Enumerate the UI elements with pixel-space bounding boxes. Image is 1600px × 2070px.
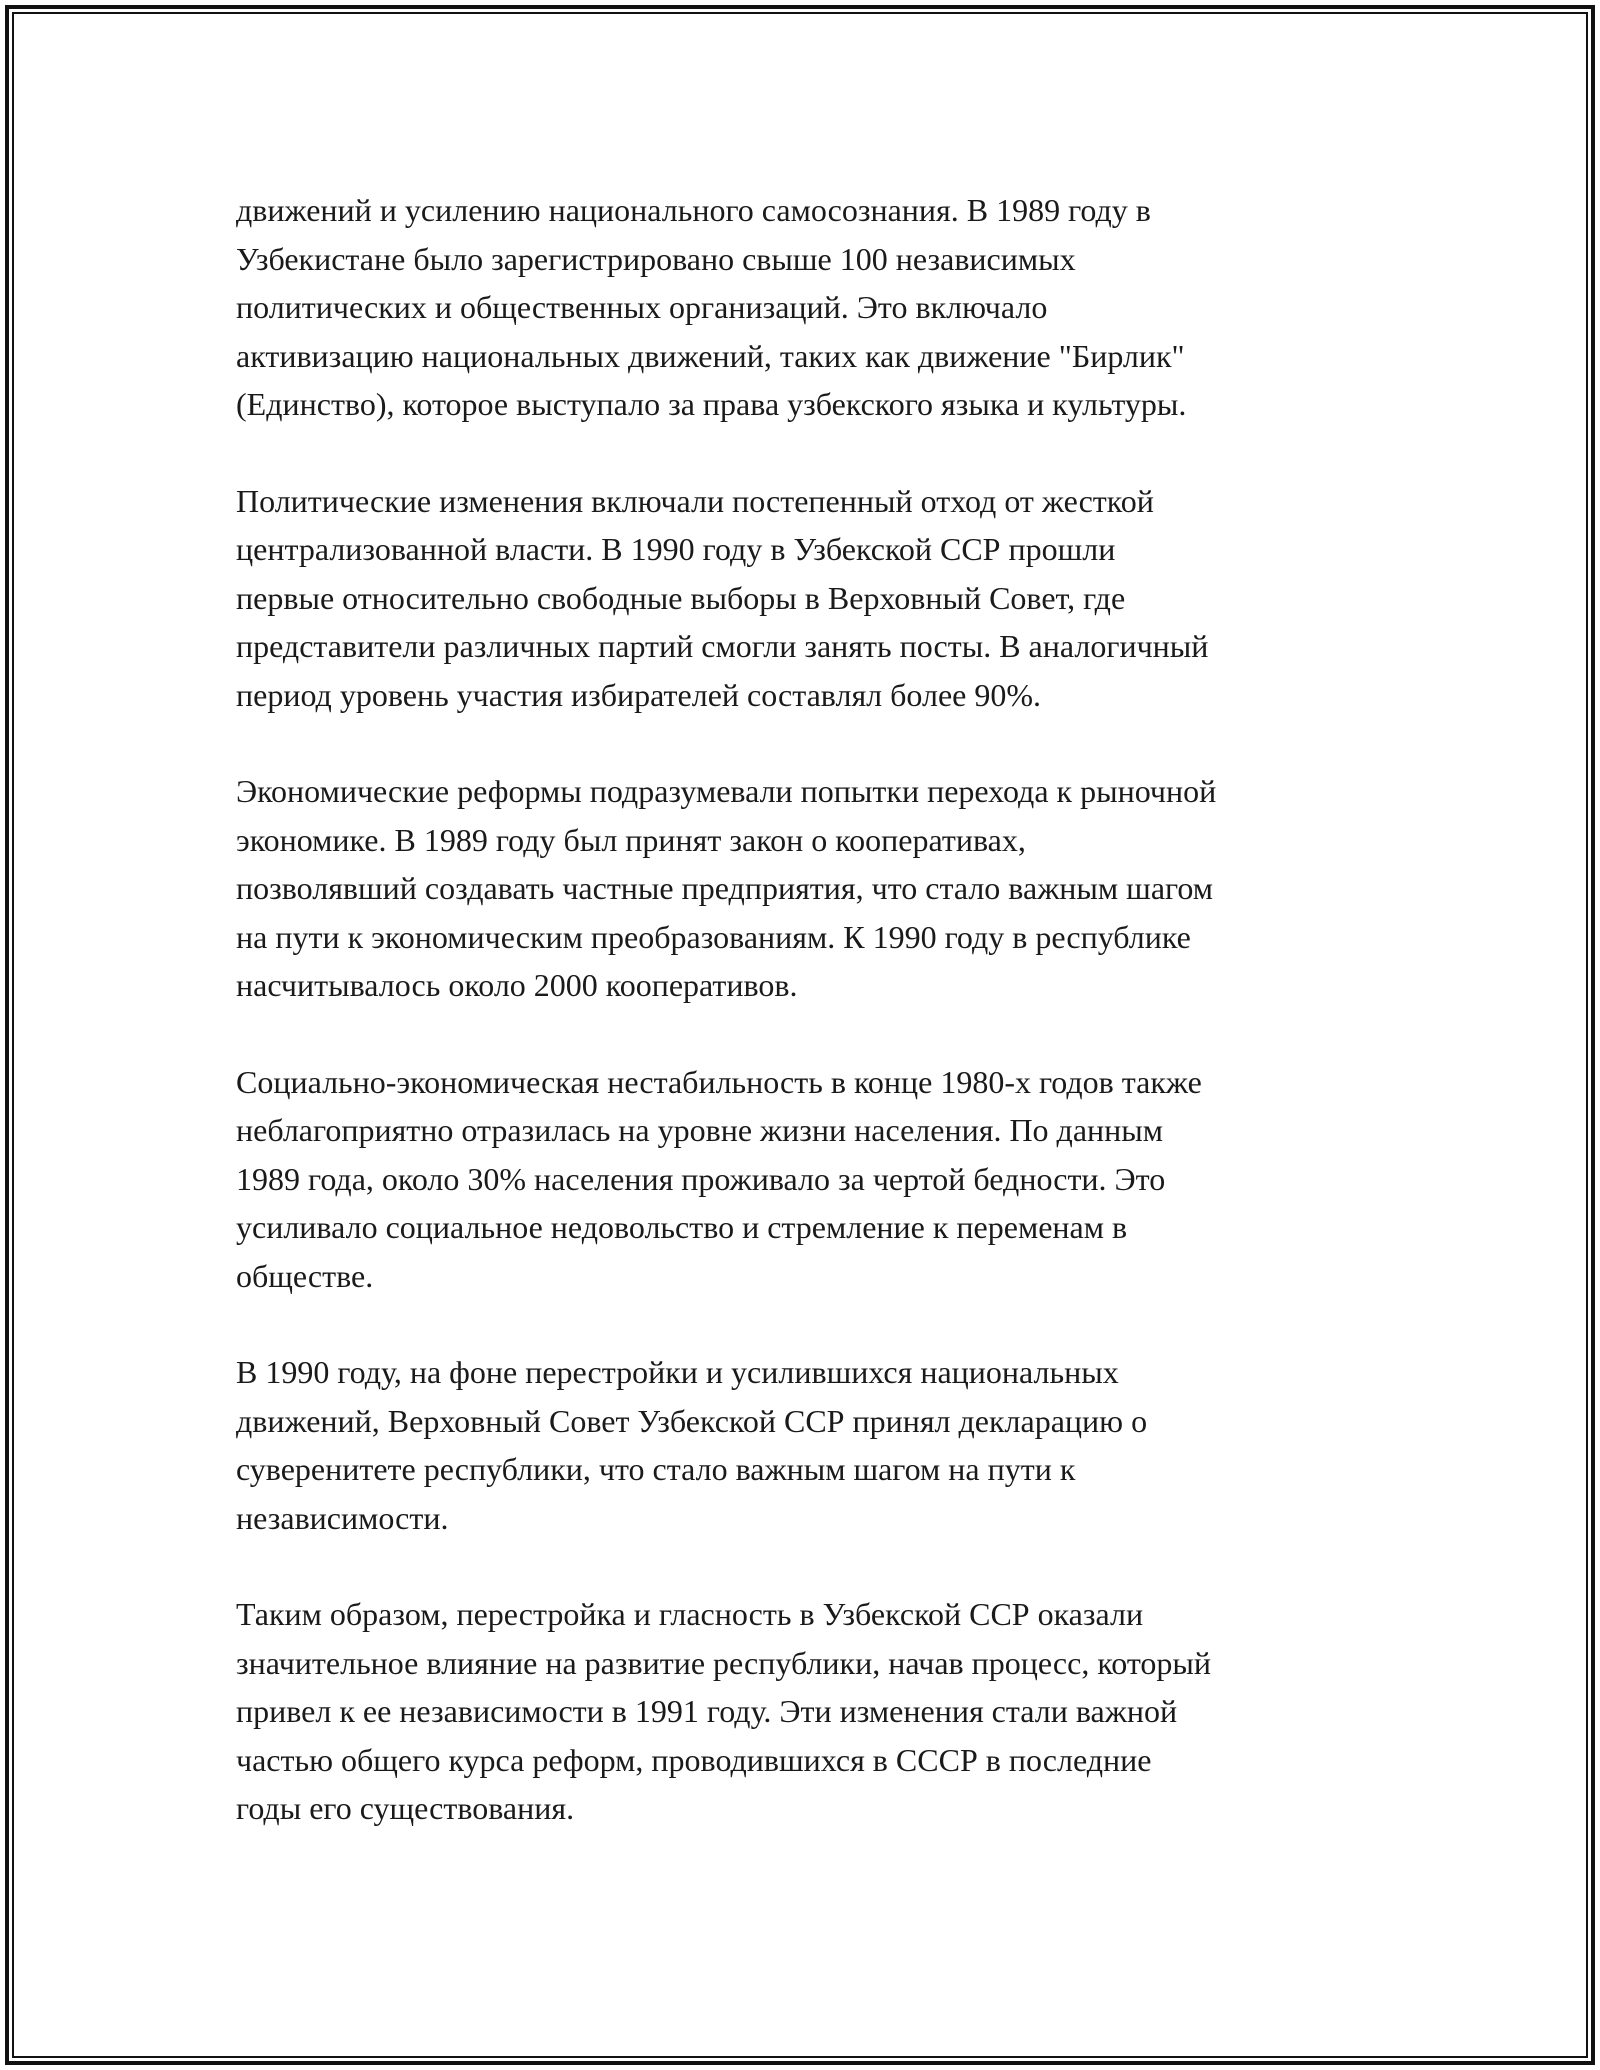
- paragraph-national-movements: движений и усилению национального самосознания. В 1989 году в Узбекистане было зарегистрировано свыше 100 независимых политических и общественных организаций. Это включало активизацию национальных движений, таких как движение "Бирлик" (Единство), которое выступало за права узбекского языка и культуры.: [236, 192, 1187, 422]
- paragraph-political-changes: Политические изменения включали постепенный отход от жесткой централизованной власти. В 1990 году в Узбекской ССР прошли первые относительно свободные выборы в Верховный Совет, где представители различных партий смогли занять посты. В аналогичный период уровень участия избирателей составлял более 90%.: [236, 482, 1209, 713]
- document-body: [236, 186, 1396, 1881]
- paragraph-conclusion: Таким образом, перестройка и гласность в Узбекской ССР оказали значительное влияние на развитие республики, начав процесс, который привел к ее независимости в 1991 году. Эти изменения стали важной частью общего курса реформ, проводившихся в СССР в последние годы его существования.: [236, 1596, 1211, 1826]
- paragraph-social-instability: Социально-экономическая нестабильность в конце 1980-х годов также неблагоприятно отразилась на уровне жизни населения. По данным 1989 года, около 30% населения проживало за чертой бедности. Это усиливало социальное недовольство и стремление к переменам в обществе.: [236, 1063, 1202, 1294]
- paragraph-sovereignty-declaration: В 1990 году, на фоне перестройки и усилившихся национальных движений, Верховный Совет Узбекской ССР принял декларацию о суверенитете республики, что стало важным шагом на пути к независимости.: [236, 1354, 1148, 1536]
- paragraph-economic-reforms: Экономические реформы подразумевали попытки перехода к рыночной экономике. В 1989 году был принят закон о кооперативах, позволявший создавать частные предприятия, что стало важным шагом на пути к экономическим преобразованиям. К 1990 году в республике насчитывалось около 2000 кооперативов.: [236, 773, 1217, 1003]
